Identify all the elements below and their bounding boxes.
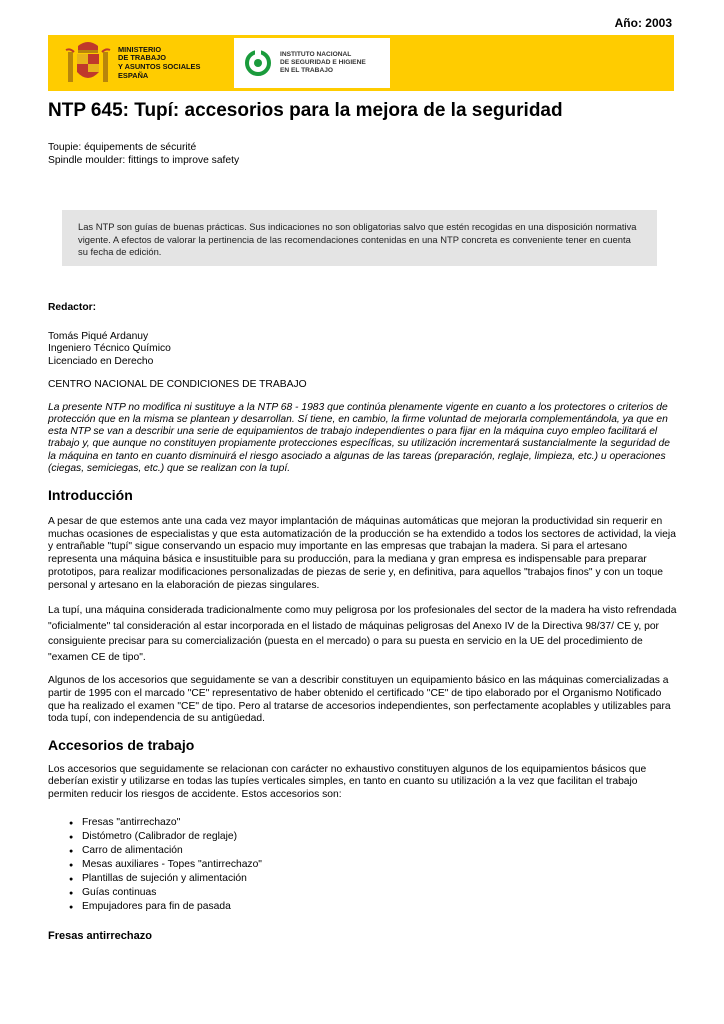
author-title: Ingeniero Técnico Químico [48, 343, 171, 355]
ministry-logo [48, 35, 234, 91]
header-banner [48, 35, 674, 91]
institute-line: INSTITUTO NACIONAL [280, 51, 352, 58]
paragraph: Algunos de los accesorios que seguidamente se van a describir constituyen un equipamiento básico en las máquinas comercializadas a partir de 1995 con el marcado "CE" representativo de haber obtenido el certificado "CE" de tipo elaborado por el Organismo Notificado que ha realizado el examen "CE" de tipo. Pero al tratarse de accesorios independientes, son perfectamente acoplables y utilizables para toda tupí, con independencia de su antigüedad. [48, 675, 671, 725]
ministry-line: DE TRABAJO [118, 53, 167, 63]
ministry-line: MINISTERIO [118, 44, 162, 54]
intro-note: La presente NTP no modifica ni sustituye a la NTP 68 - 1983 que continúa plenamente vigente en cuanto a los protectores o criterios de protección que en la misma se plantean y desarrollan. Sí tiene, en cambio, la firme voluntad de mejorarla complementándola, ya que en esta NTP se van a describir una serie de equipamientos de trabajo independientes o para fijar en la máquina cuyo empleo facilitará el trabajo y, que aunque no constituyen propiamente protecciones específicas, su utilización incrementará sustancialmente la seguridad de la máquina en tanto en cuanto disminuirá el riesgo asociado a algunas de las tareas (preparación, reglaje, limpieza, etc.) u operaciones (ciegas, semiciegas, etc.) que se realizan con la tupí. [48, 401, 670, 474]
document-year: Año: 2003 [614, 16, 672, 30]
author-heading: Redactor: [48, 302, 97, 313]
coat-of-arms-icon [64, 38, 112, 88]
list-item: ● Distómetro (Calibrador de reglaje) [48, 830, 678, 844]
document-title: NTP 645: Tupí: accesorios para la mejora de la seguridad [48, 100, 563, 121]
institute-name [280, 51, 366, 75]
institute-line: EN EL TRABAJO [280, 67, 334, 74]
disclaimer-box: Las NTP son guías de buenas prácticas. Sus indicaciones no son obligatorias salvo que estén recogidas en una disposición normativa vigente. A efectos de valorar la pertinencia de las recomendaciones contenidas en una NTP concreta es conveniente tener en cuenta su fecha de edición. [62, 210, 657, 266]
list-item: ● Mesas auxiliares - Topes "antirrechazo" [48, 858, 678, 872]
subsection-heading-fresas: Fresas antirrechazo [48, 929, 152, 942]
paragraph: Los accesorios que seguidamente se relacionan con carácter no exhaustivo constituyen algunos de los equipamientos básicos que deberían existir y utilizarse en todas las tupíes verticales simples, en tanto en cuanto su utilización a la vez que facilitan el trabajo permiten reducir los riesgos de accidente. Estos accesorios son: [48, 763, 647, 801]
subtitles [48, 141, 239, 167]
ministry-name [118, 46, 200, 80]
author-name: Tomás Piqué Ardanuy [48, 330, 149, 342]
list-item: ● Empujadores para fin de pasada [48, 900, 678, 914]
author-center: CENTRO NACIONAL DE CONDICIONES DE TRABAJO [48, 378, 307, 390]
list-item: ● Plantillas de sujeción y alimentación [48, 872, 678, 886]
list-item: ● Fresas "antirrechazo" [48, 816, 678, 830]
list-item: ● Guías continuas [48, 886, 678, 900]
section-heading-accesorios: Accesorios de trabajo [48, 737, 195, 754]
paragraph: La tupí, una máquina considerada tradicionalmente como muy peligrosa por los profesionales del sector de la madera ha visto refrendada "oficialmente" tal consideración al estar incorporada en el listado de máquinas peligrosas del Anexo IV de la Directiva 98/37/ CE y, por consiguiente precisar para su comercialización (puesta en el mercado) o para su puesta en servicio en la UE del procedimiento de "examen CE de tipo". [48, 605, 677, 663]
list-item: ● Carro de alimentación [48, 844, 678, 858]
subtitle-french: Toupie: équipements de sécurité [48, 142, 197, 153]
subtitle-english: Spindle moulder: fittings to improve safety [48, 155, 240, 166]
ministry-line: Y ASUNTOS SOCIALES [118, 62, 201, 71]
paragraph: A pesar de que estemos ante una cada vez mayor implantación de máquinas automáticas que mejoran la productividad sin requerir en muchas ocasiones de especialistas y que esta automatización de la producción se ha extendido a todos los sectores de actividad, la vieja y entrañable "tupí" sigue conservando un espacio muy importante en las empresas que trabajan la madera. Si para el artesano representa una máquina básica e insustituible para su producción, para la mediana y gran empresa es indispensable para preparar prototipos, para realizar modificaciones personalizadas de piezas de serie y, en definitiva, para aquellos "trabajos finos" y con un toque personal y artesano en la elaboración de piezas singulares. [48, 516, 676, 591]
ministry-line: ESPAÑA [118, 70, 149, 80]
section-heading-introduction: Introducción [48, 487, 133, 504]
document-body [48, 302, 678, 943]
institute-line: DE SEGURIDAD E HIGIENE [280, 59, 366, 66]
institute-emblem-icon [244, 49, 272, 77]
author-title: Licenciado en Derecho [48, 356, 154, 368]
accessories-list [48, 816, 678, 914]
institute-logo [234, 38, 390, 88]
